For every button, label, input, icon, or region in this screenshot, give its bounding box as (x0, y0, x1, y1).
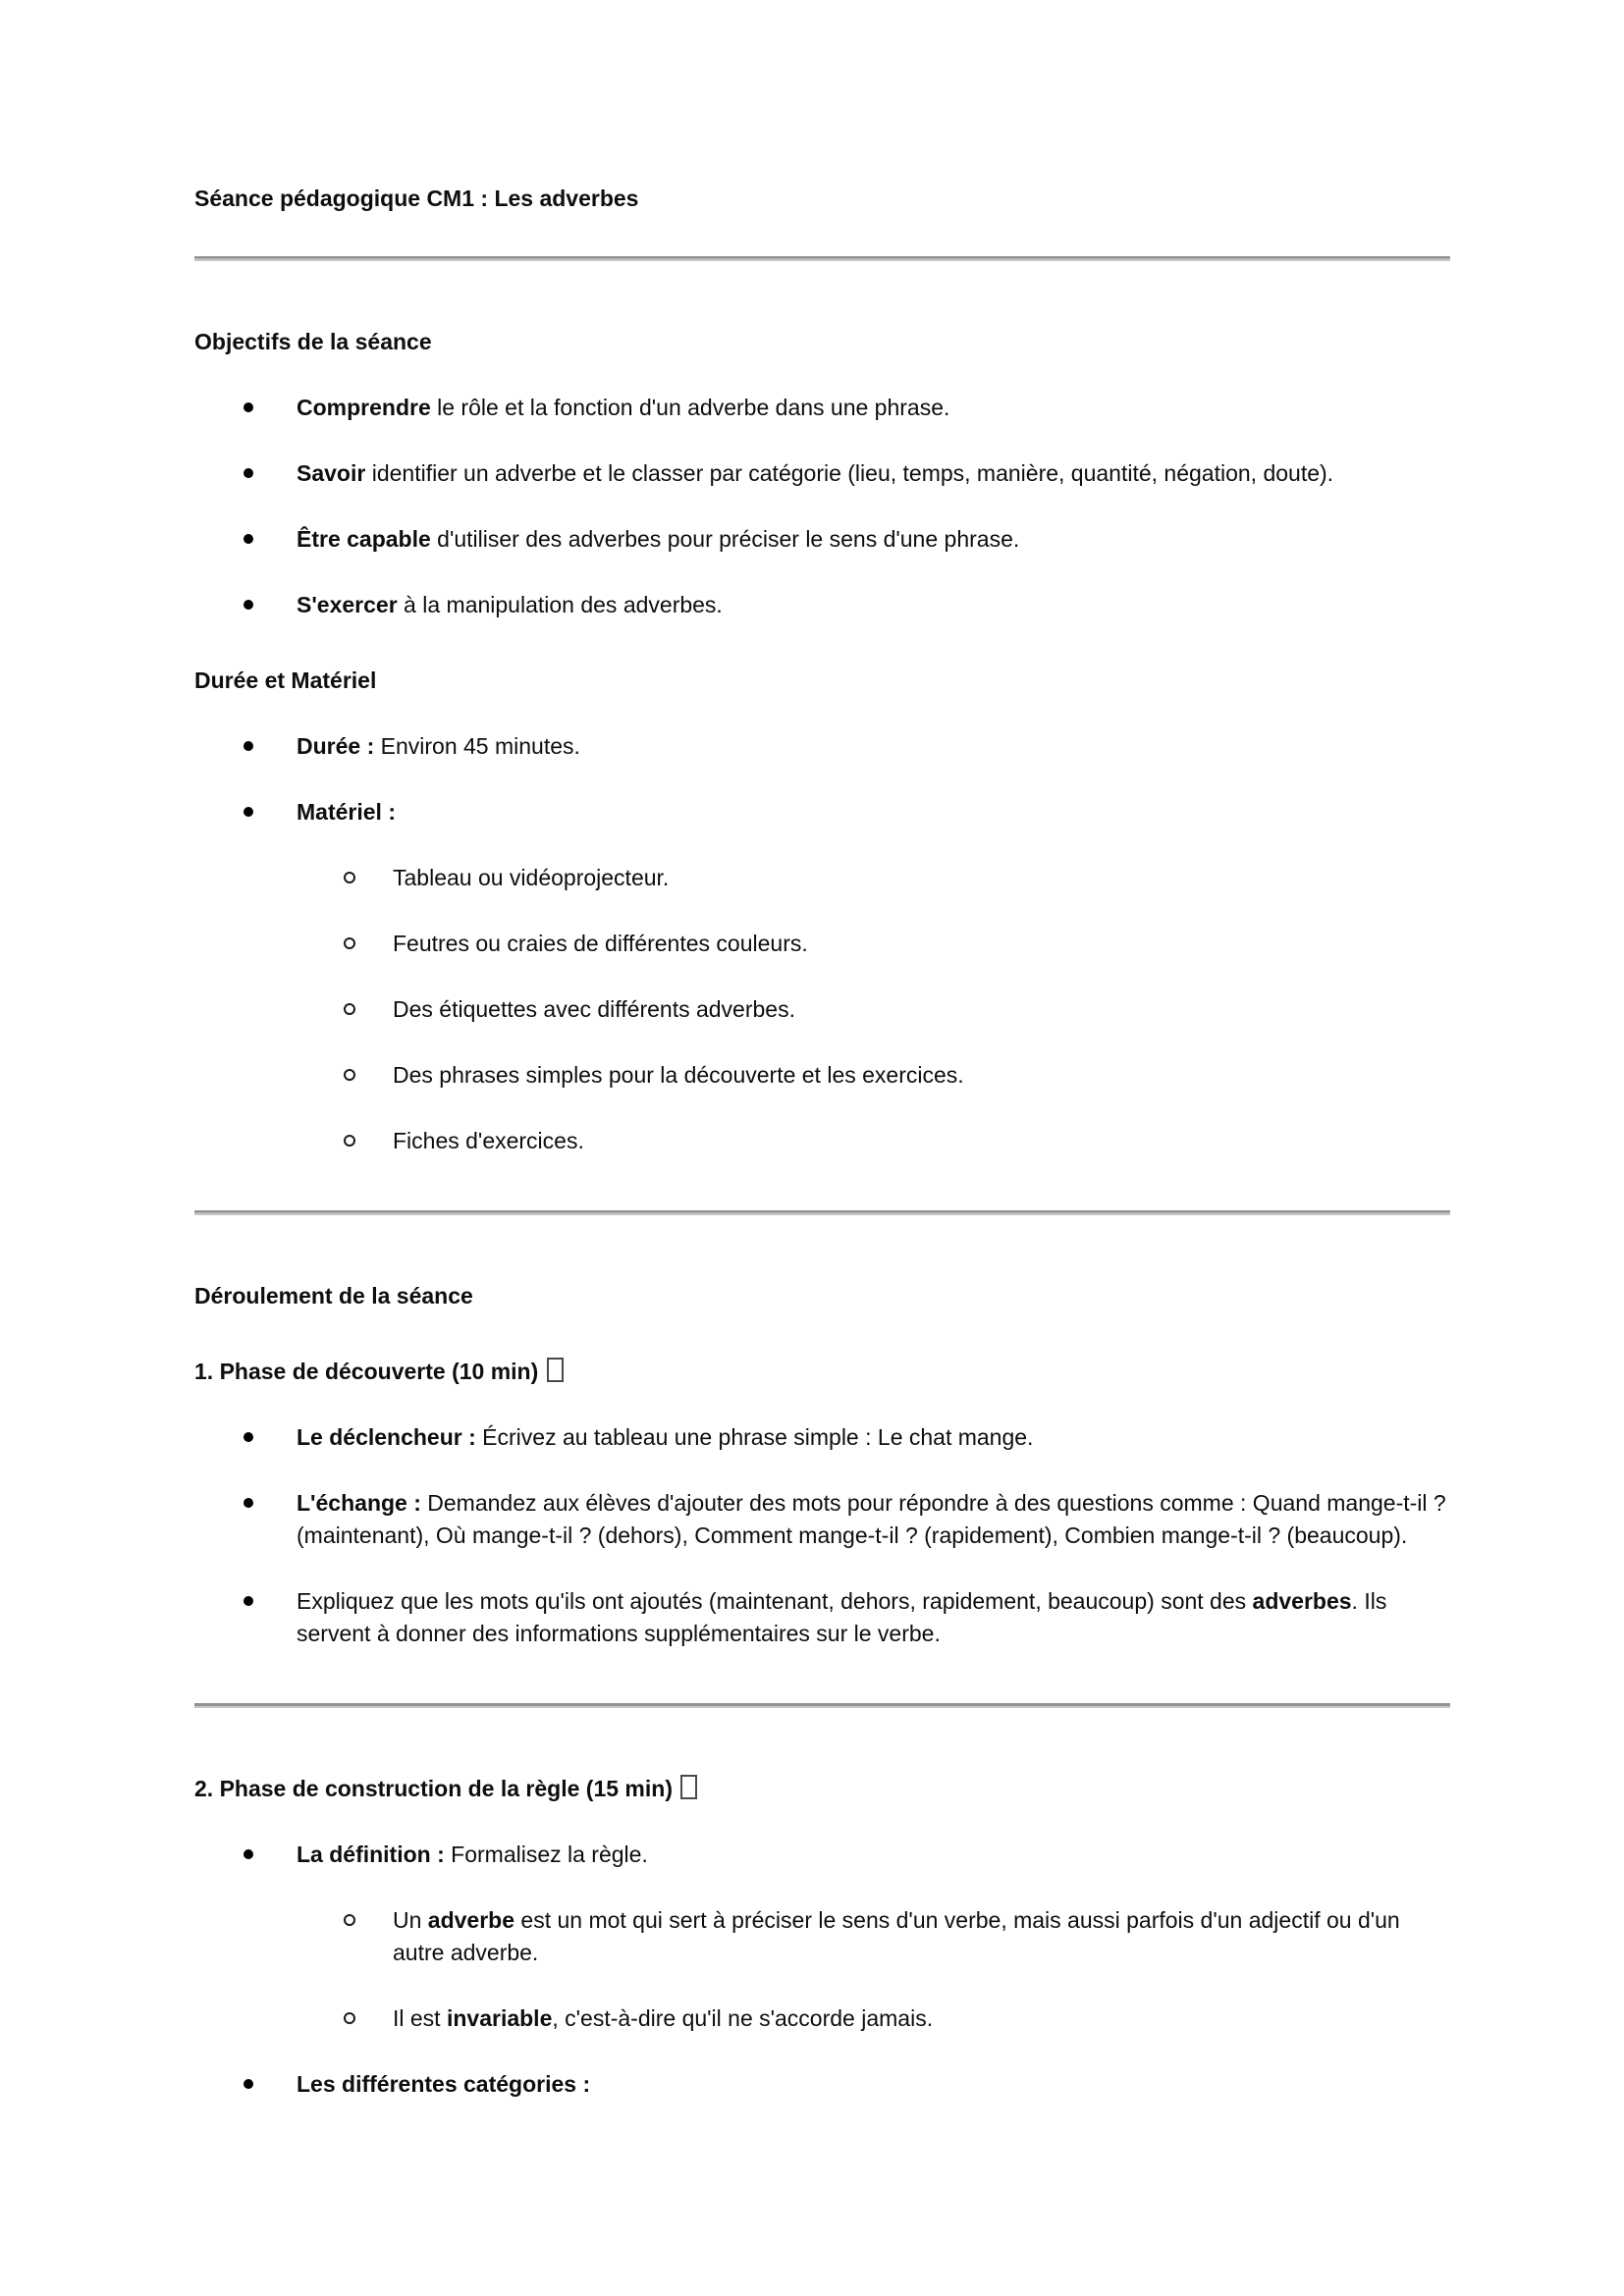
bullet-circle-icon (344, 1003, 355, 1015)
bullet-dot-icon (244, 807, 253, 817)
sub-bullet-item (194, 993, 1450, 1026)
bullet-text: Le déclencheur : Écrivez au tableau une phrase simple : Le chat mange. (297, 1424, 1034, 1450)
bullet-item (194, 523, 1450, 556)
sub-bullet-item (194, 2002, 1450, 2035)
section-heading-duration-material: Durée et Matériel (194, 667, 377, 693)
bullet-circle-icon (344, 2012, 355, 2024)
bullet-item (194, 1839, 1450, 1871)
bullet-dot-icon (244, 1432, 253, 1442)
bullet-circle-icon (344, 1914, 355, 1926)
bullet-item (194, 1487, 1450, 1552)
bullet-text: Durée : Environ 45 minutes. (297, 733, 580, 759)
bullet-circle-icon (344, 872, 355, 883)
bullet-circle-icon (344, 1069, 355, 1081)
sub-bullet-text: Fiches d'exercices. (393, 1128, 584, 1153)
sub-bullet-item (194, 1059, 1450, 1092)
sub-bullet-text: Un adverbe est un mot qui sert à préciser le sens d'un verbe, mais aussi parfois d'un adjectif ou d'un autre adverbe. (393, 1907, 1400, 1965)
sub-bullet-text: Des phrases simples pour la découverte et les exercices. (393, 1062, 964, 1088)
bullet-text: S'exercer à la manipulation des adverbes. (297, 592, 723, 617)
bullet-text: La définition : Formalisez la règle. (297, 1842, 648, 1867)
phase-2-heading: 2. Phase de construction de la règle (15 min) (194, 1773, 1450, 1805)
bullet-item (194, 2068, 1450, 2101)
bullet-text: L'échange : Demandez aux élèves d'ajouter des mots pour répondre à des questions comme : Quand mange-t-il ? (maintenant), Où mange-t-il ? (dehors), Comment mange-t-il ? (rapidement), Combien mange-t-il ? (beaucoup). (297, 1490, 1446, 1548)
document-title: Séance pédagogique CM1 : Les adverbes (194, 186, 639, 211)
section-divider (194, 1210, 1450, 1215)
bullet-item (194, 1585, 1450, 1650)
missing-glyph-box (680, 1775, 697, 1799)
bullet-dot-icon (244, 1849, 253, 1859)
section-heading-objectives: Objectifs de la séance (194, 329, 432, 354)
section-divider (194, 256, 1450, 261)
sub-bullet-item (194, 1904, 1450, 1969)
bullet-item (194, 730, 1450, 763)
missing-glyph-box (547, 1358, 564, 1382)
bullet-item (194, 1421, 1450, 1454)
bullet-circle-icon (344, 1135, 355, 1147)
section-heading-deroulement: Déroulement de la séance (194, 1283, 473, 1308)
bullet-dot-icon (244, 402, 253, 412)
bullet-text: Savoir identifier un adverbe et le classer par catégorie (lieu, temps, manière, quantité, négation, doute). (297, 460, 1334, 486)
phase-1-heading: 1. Phase de découverte (10 min) (194, 1356, 1450, 1388)
bullet-text: Être capable d'utiliser des adverbes pour préciser le sens d'une phrase. (297, 526, 1020, 552)
sub-bullet-item (194, 862, 1450, 894)
sub-bullet-item (194, 1125, 1450, 1157)
sub-bullet-text: Des étiquettes avec différents adverbes. (393, 996, 795, 1022)
bullet-dot-icon (244, 1498, 253, 1508)
bullet-dot-icon (244, 534, 253, 544)
bullet-dot-icon (244, 1596, 253, 1606)
bullet-dot-icon (244, 600, 253, 610)
sub-bullet-item (194, 928, 1450, 960)
bullet-dot-icon (244, 468, 253, 478)
bullet-text: Expliquez que les mots qu'ils ont ajoutés (maintenant, dehors, rapidement, beaucoup) sont des adverbes. Ils servent à donner des informations supplémentaires sur le verbe. (297, 1588, 1387, 1646)
bullet-circle-icon (344, 937, 355, 949)
bullet-item (194, 796, 1450, 828)
bullet-dot-icon (244, 741, 253, 751)
bullet-item (194, 589, 1450, 621)
section-divider (194, 1703, 1450, 1708)
bullet-dot-icon (244, 2079, 253, 2089)
sub-bullet-text: Feutres ou craies de différentes couleurs. (393, 931, 808, 956)
sub-bullet-text: Il est invariable, c'est-à-dire qu'il ne s'accorde jamais. (393, 2005, 934, 2031)
bullet-text: Les différentes catégories : (297, 2071, 591, 2097)
bullet-text: Comprendre le rôle et la fonction d'un adverbe dans une phrase. (297, 395, 950, 420)
sub-bullet-text: Tableau ou vidéoprojecteur. (393, 865, 670, 890)
bullet-item (194, 457, 1450, 490)
bullet-item (194, 392, 1450, 424)
bullet-text: Matériel : (297, 799, 396, 825)
